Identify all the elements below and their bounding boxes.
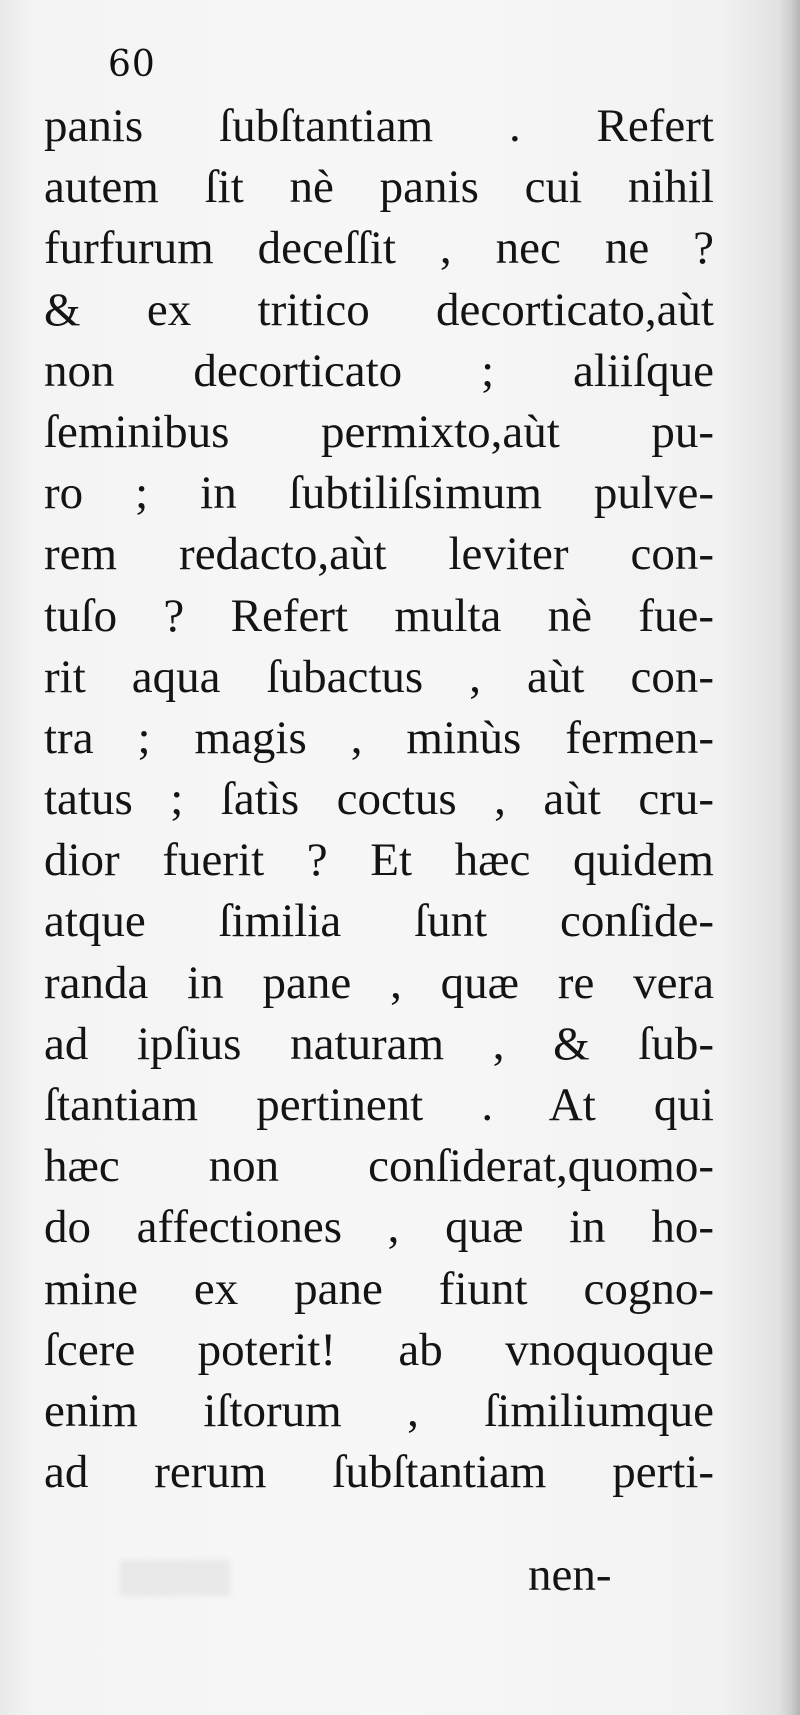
catchword: nen- xyxy=(528,1549,612,1601)
body-text xyxy=(44,96,714,1503)
text-line: tatus ; ſatìs coctus , aùt cru- xyxy=(44,773,714,826)
text-line: ſtantiam pertinent . At qui xyxy=(44,1079,714,1131)
text-line: do affectiones , quæ in ho- xyxy=(44,1201,714,1254)
text-line: mine ex pane fiunt cogno- xyxy=(44,1262,714,1315)
text-line: ad rerum ſubſtantiam perti- xyxy=(44,1446,714,1499)
text-line: panis ſubſtantiam . Refert xyxy=(44,100,714,152)
text-line: ſcere poterit! ab vnoquoque xyxy=(44,1323,714,1376)
page-number: 60 xyxy=(108,44,156,85)
text-line: furfurum deceſſit , nec ne ? xyxy=(44,222,714,275)
text-line: & ex tritico decorticato,aùt xyxy=(44,283,714,336)
text-line: rit aqua ſubactus , aùt con- xyxy=(44,650,714,703)
bleed-through-smudge xyxy=(120,1560,230,1596)
text-line: rem redacto,aùt leviter con- xyxy=(44,528,714,581)
text-line: autem ſit nè panis cui nihil xyxy=(44,161,714,214)
text-line: ſeminibus permixto,aùt pu- xyxy=(44,405,714,458)
page-edge-shadow xyxy=(778,0,800,1715)
text-line: dior fuerit ? Et hæc quidem xyxy=(44,834,714,887)
text-line: non decorticato ; aliiſque xyxy=(44,344,714,397)
text-line: randa in pane , quæ re vera xyxy=(44,956,714,1009)
text-line: atque ſimilia ſunt conſide- xyxy=(44,895,714,948)
text-line: enim iſtorum , ſimiliumque xyxy=(44,1384,714,1437)
text-line: tra ; magis , minùs fermen- xyxy=(44,711,714,764)
text-line: tuſo ? Refert multa nè fue- xyxy=(44,589,714,642)
text-line: ro ; in ſubtiliſsimum pulve- xyxy=(44,467,714,520)
text-line: ad ipſius naturam , & ſub- xyxy=(44,1017,714,1070)
text-line: hæc non conſiderat,quomo- xyxy=(44,1140,714,1193)
